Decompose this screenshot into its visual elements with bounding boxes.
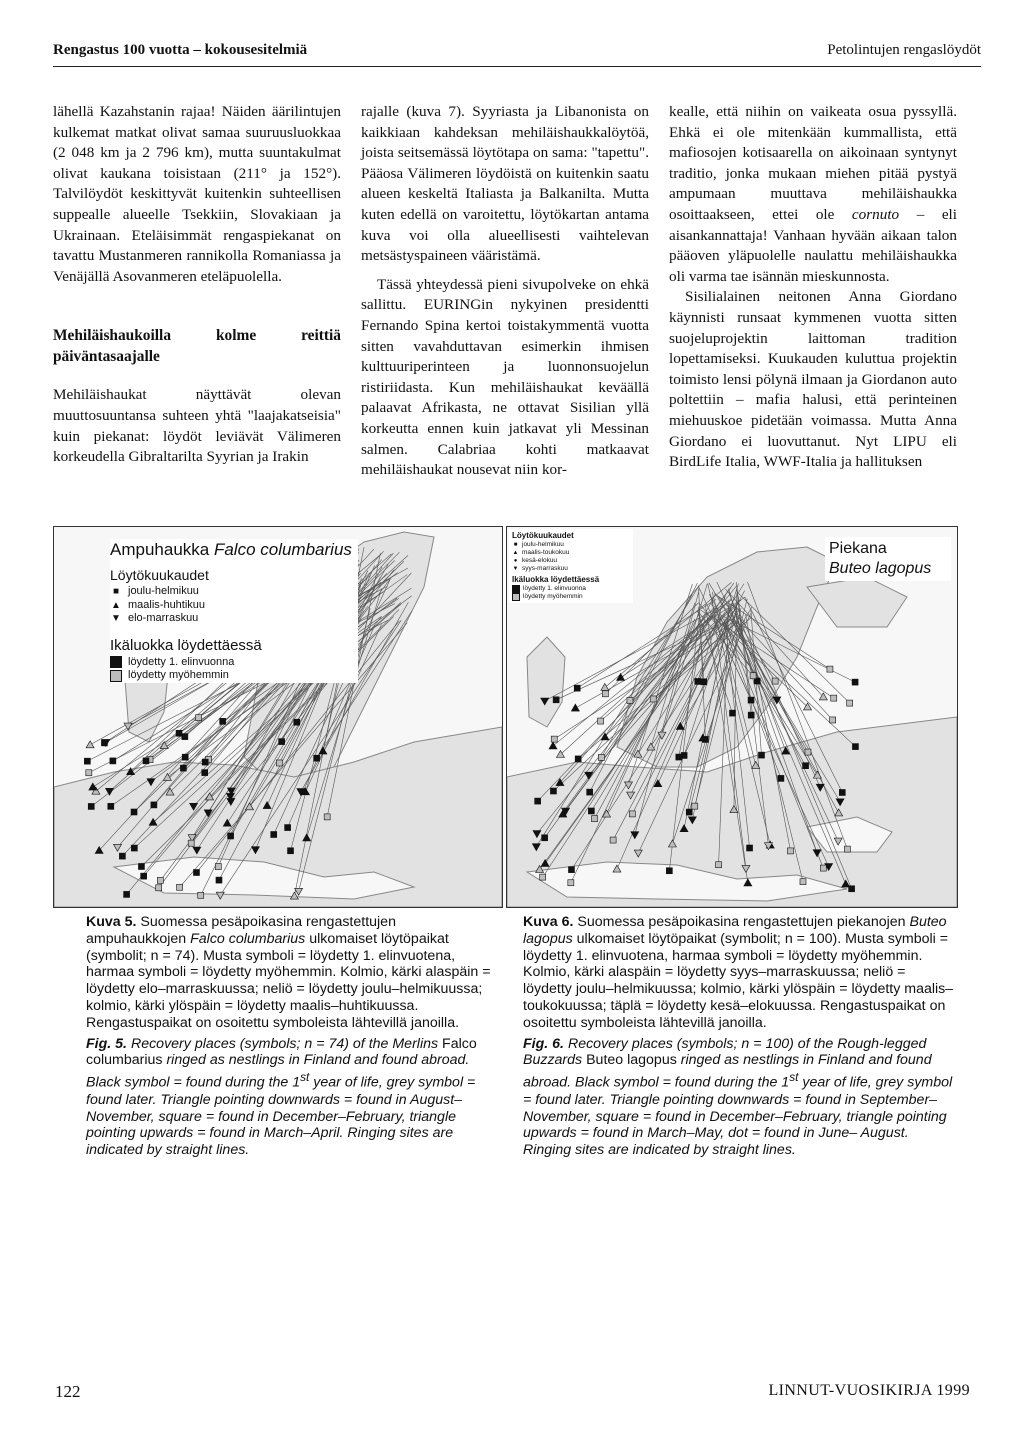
triangle-down-icon: ▼ <box>111 613 121 624</box>
paragraph: Mehiläishaukat näyttävät olevan muuttosuuntansa suhteen yhtä "laajakatseisia" kuin piekanat: löydöt leviävät Välimeren korkeudella Gibraltarilta Syyrian ja Irakin <box>53 386 341 466</box>
caption-english <box>86 1036 500 1159</box>
legend-section-months: Löytökuukaudet <box>512 531 574 540</box>
caption-text: year of life, grey symbol = found later. Triangle pointing downwards = found in September–November, square = found in December–February, triangle pointing upwards = found in March–May, dot = found in June– August. Ringing sites are indicated by straight lines. <box>523 1074 953 1159</box>
recovery-symbol <box>839 789 845 795</box>
figure-5-caption <box>86 914 500 1163</box>
triangle-up-icon: ▲ <box>512 550 519 556</box>
map-legend <box>509 529 633 603</box>
recovery-symbol <box>131 845 137 851</box>
square-symbol-icon: ■ <box>513 542 518 548</box>
caption-text: ulkomaiset löytöpaikat (symbolit; n = 74). Musta symboli = löydetty 1. elinvuotena, harmaa symboli = löydetty myöhemmin. Kolmio, kärki alaspäin = löydetty elo–marraskuussa; neliö = löydetty joulu–helmikuussa; kolmio, kärki ylöspäin = löydetty maalis–huhtikuussa. Rengastuspaikat on osoitettu symboleista lähtevillä janoilla. <box>86 930 491 1031</box>
legend-row <box>512 541 630 549</box>
recovery-symbol <box>276 760 282 766</box>
legend-section-age: Ikäluokka löydettäessä <box>512 575 600 584</box>
recovery-symbol <box>550 788 556 794</box>
grey-swatch-icon <box>110 670 122 682</box>
recovery-symbol <box>852 679 858 685</box>
paragraph: lähellä Kazahstanin rajaa! Näiden äärilintujen kulkemat matkat olivat samaa suuruusluokkaa (2 048 km ja 2 796 km), mutta suuntakulmat olivat kaukana toisistaan (211° ja 152°). Talvilöydöt keskittyvät kuitenkin suhteellisen suppealle alueelle Tsekkiin, Slovakiaan ja Ukrainaan. Eteläisimmät rengaspiekanat on tavattu Mustanmeren rannikolla Romaniassa ja Venäjällä Asovanmeren eteläpuolella. <box>53 103 341 285</box>
recovery-symbol <box>182 734 188 740</box>
triangle-up-icon: ▲ <box>111 599 121 611</box>
recovery-symbol <box>151 802 157 808</box>
legend-section-months: Löytökuukaudet <box>110 567 209 583</box>
recovery-symbol <box>803 763 809 769</box>
recovery-symbol <box>84 758 90 764</box>
header-section: Petolintujen rengaslöydöt <box>827 42 981 58</box>
legend-row <box>110 599 358 613</box>
caption-label: Kuva 6. <box>523 914 574 930</box>
recovery-symbol <box>215 864 221 870</box>
recovery-symbol <box>730 710 736 716</box>
recovery-symbol <box>602 691 608 697</box>
map-buzzard-recoveries <box>506 526 958 908</box>
recovery-symbol <box>143 758 149 764</box>
caption-text: ringed as nestlings in Finland and found abroad. Black symbol = found during the 1 <box>523 1052 932 1091</box>
caption-text: Suomessa pesäpoikasina rengastettujen ampuhaukkojen <box>86 914 396 947</box>
legend-label: löydetty 1. elinvuonna <box>523 585 586 592</box>
italic-word: cornuto <box>851 205 900 223</box>
recovery-symbol <box>202 770 208 776</box>
species-latin-name <box>829 559 947 579</box>
map-legend <box>110 539 358 683</box>
recovery-symbol <box>666 868 672 874</box>
recovery-symbol <box>160 742 168 749</box>
legend-label: löydetty myöhemmin <box>523 593 583 600</box>
recovery-symbol <box>852 744 858 750</box>
recovery-symbol <box>574 685 580 691</box>
recovery-symbol <box>540 874 546 880</box>
recovery-symbol <box>228 833 234 839</box>
recovery-symbol <box>772 678 778 684</box>
legend-row <box>512 585 630 593</box>
recovery-symbol <box>571 704 579 711</box>
recovery-symbol <box>716 862 722 868</box>
recovery-symbol <box>288 848 294 854</box>
superscript: st <box>300 1070 310 1085</box>
caption-text: ringed as nestlings in Finland and found abroad. Black symbol = found during the 1 <box>86 1052 470 1091</box>
legend-label: joulu-helmikuu <box>522 541 564 548</box>
recovery-symbol <box>542 835 548 841</box>
recovery-symbol <box>650 696 656 702</box>
recovery-symbol <box>591 816 597 822</box>
recovery-symbol <box>202 759 208 765</box>
legend-row <box>110 612 358 626</box>
recovery-symbol <box>805 749 811 755</box>
latin-text: Buteo lagopus <box>829 560 932 577</box>
legend-row <box>512 549 630 557</box>
recovery-symbol <box>271 832 277 838</box>
recovery-symbol <box>750 673 756 679</box>
text-column-2 <box>361 102 649 481</box>
dot-symbol-icon: ● <box>513 558 518 564</box>
caption-label: Kuva 5. <box>86 914 137 930</box>
caption-label: Fig. 6. <box>523 1035 564 1052</box>
recovery-symbol <box>196 715 202 721</box>
recovery-symbol <box>294 719 300 725</box>
legend-label: elo-marraskuu <box>128 612 199 624</box>
recovery-symbol <box>587 789 593 795</box>
legend-row <box>110 669 358 683</box>
caption-latin: Falco columbarius <box>86 1035 477 1069</box>
recovery-symbol <box>598 754 604 760</box>
recovery-symbol <box>748 712 754 718</box>
caption-label: Fig. 5. <box>86 1035 127 1052</box>
recovery-symbol <box>110 758 116 764</box>
recovery-symbol <box>124 891 130 897</box>
recovery-symbol <box>535 798 541 804</box>
journal-name: LINNUT-VUOSIKIRJA 1999 <box>768 1382 970 1399</box>
recovery-symbol <box>314 755 320 761</box>
caption-finnish <box>86 914 500 1032</box>
recovery-symbol <box>180 765 186 771</box>
recovery-symbol <box>695 678 701 684</box>
caption-text: Recovery places (symbols; n = 100) of the Rough-legged Buzzards <box>523 1035 927 1069</box>
caption-latin: Falco columbarius <box>190 930 306 947</box>
text: – eli aisankannattaja! Vanhaan hyvään aikaan talon pääoven yläpuolelle naulattu mehiläishaukka oli varma tae isännän mieskunnosta. <box>669 205 957 285</box>
text-column-3 <box>669 102 957 473</box>
black-swatch-icon <box>512 585 520 593</box>
title-text: Ampuhaukka <box>110 540 214 559</box>
legend-row <box>110 656 358 670</box>
superscript: st <box>789 1070 799 1085</box>
title-latin: Falco columbarius <box>213 540 352 559</box>
recovery-symbol <box>141 873 147 879</box>
recovery-symbol <box>157 877 163 883</box>
recovery-symbol <box>176 730 182 736</box>
caption-finnish <box>523 914 957 1032</box>
recovery-symbol <box>800 879 806 885</box>
legend-label: maalis-toukokuu <box>522 549 570 556</box>
recovery-symbol <box>193 870 199 876</box>
recovery-symbol <box>551 736 557 742</box>
recovery-symbol <box>575 756 581 762</box>
recovery-symbol <box>568 880 574 886</box>
legend-section-age: Ikäluokka löydettäessä <box>110 636 262 654</box>
recovery-symbol <box>188 840 194 846</box>
recovery-symbol <box>588 808 594 814</box>
recovery-symbol <box>598 718 604 724</box>
recovery-symbol <box>101 740 107 746</box>
caption-text: Recovery places (symbols; n = 74) of the Merlins <box>130 1035 439 1052</box>
map-species-label <box>825 537 951 581</box>
text: kealle, että niihin on vaikeata osua pyssyllä. Ehkä ei ole mitenkään kummallista, että mafiosojen kotisaarella on aikoinaan syntynyt traditio, jonka mukaan miehen pitää pystyä ampumaan muuttava mehiläishaukka osoittaakseen, ettei ole <box>669 103 957 223</box>
recovery-symbol <box>758 752 764 758</box>
recovery-symbol <box>156 885 162 891</box>
recovery-symbol <box>86 770 92 776</box>
recovery-symbol <box>568 867 574 873</box>
text-column-1 <box>53 102 341 468</box>
paragraph: Tässä yhteydessä pieni sivupolveke on ehkä sallittu. EURINGin nykyinen presidentti Fernando Spina kertoi toistakymmentä vuotta sitten vavahduttavan esimerkin ihmisen kulttuuriperinteen ja luonnonsuojelun ristiriidasta. Kun mehiläishaukat keväällä palaavat Afrikasta, ne ottavat Sisilian yllä korkeutta ennen kuin jatkavat yli Messinan salmen. Calabriaa kohti matkaavat mehiläishaukat nousevat niin kor- <box>361 275 649 479</box>
figure-6-caption <box>523 914 957 1163</box>
recovery-symbol <box>553 697 559 703</box>
map-merlin-recoveries <box>53 526 503 908</box>
recovery-symbol <box>831 695 837 701</box>
recovery-symbol <box>830 717 836 723</box>
recovery-symbol <box>216 877 222 883</box>
caption-text: Suomessa pesäpoikasina rengastettujen piekanojen <box>577 914 906 930</box>
recovery-symbol <box>108 803 114 809</box>
recovery-symbol <box>324 814 330 820</box>
caption-latin: Buteo lagopus <box>523 914 947 947</box>
page-number: 122 <box>55 1382 81 1401</box>
recovery-symbol <box>177 884 183 890</box>
recovery-symbol <box>86 741 94 748</box>
recovery-symbol <box>701 679 707 685</box>
recovery-symbol <box>844 846 850 852</box>
running-header <box>53 40 981 67</box>
recovery-symbol <box>285 825 291 831</box>
recovery-symbol <box>549 742 557 749</box>
recovery-symbol <box>676 754 682 760</box>
square-symbol-icon: ■ <box>112 586 120 597</box>
recovery-symbol <box>787 848 793 854</box>
recovery-symbol <box>610 837 616 843</box>
legend-row <box>512 565 630 573</box>
legend-label: maalis-huhtikuu <box>128 598 206 611</box>
recovery-symbol <box>601 684 609 691</box>
recovery-symbol <box>182 754 188 760</box>
recovery-symbol <box>748 697 754 703</box>
black-swatch-icon <box>110 656 122 668</box>
recovery-symbol <box>778 775 784 781</box>
map-title <box>110 539 358 561</box>
caption-latin: Buteo lagopus <box>586 1052 677 1069</box>
recovery-symbol <box>847 700 853 706</box>
recovery-symbol <box>629 811 635 817</box>
paragraph: rajalle (kuva 7). Syyriasta ja Libanonista on kaikkiaan kahdeksan mehiläishaukkalöytöä, joista seitsemässä löytötapa on sama: "tapettu". Pääosa Välimeren löydöistä on kuitenkin saatu alueen keskeltä Italiasta ja Balkanilta. Mutta kuten edellä on varoitettu, löytökartan antama kuva voi olla alueellisesti vaihtelevan metsästyspaineen vääristämä. <box>361 103 649 265</box>
legend-label: löydetty myöhemmin <box>128 669 229 681</box>
grey-swatch-icon <box>512 593 520 601</box>
recovery-symbol <box>198 892 204 898</box>
recovery-symbol <box>220 718 226 724</box>
legend-row <box>512 557 630 565</box>
land-britain <box>527 637 565 727</box>
species-common-name: Piekana <box>829 540 887 557</box>
paragraph: Sisilialainen neitonen Anna Giordano käynnisti runsaat kymmenen vuotta sitten suojeluprojektin laittoman tradition lopettamiseksi. Kuukauden kuluttua projektin toimisto lensi pölynä ilmaan ja Giordanon auto poltettiin – mafia halusi, että perinteinen miehuuskoe pidetään voimassa. Mutta Anna Giordano ei luovuttanut. Nyt LIPU eli BirdLife Italia, WWF-Italia ja hallituksen <box>669 288 957 471</box>
recovery-symbol <box>119 853 125 859</box>
header-title: Rengastus 100 vuotta – kokousesitelmiä <box>53 42 308 58</box>
legend-row <box>512 593 630 601</box>
legend-label: syys-marraskuu <box>522 565 568 572</box>
legend-label: löydetty 1. elinvuonna <box>128 655 235 668</box>
legend-label: joulu-helmikuu <box>128 585 199 597</box>
recovery-symbol <box>131 809 137 815</box>
recovery-symbol <box>827 666 833 672</box>
recovery-symbol <box>747 845 753 851</box>
recovery-symbol <box>627 697 633 703</box>
legend-label: kesä-elokuu <box>522 557 558 564</box>
triangle-down-icon: ▼ <box>512 566 519 572</box>
recovery-symbol <box>279 739 285 745</box>
paragraph <box>669 102 957 287</box>
recovery-symbol <box>138 863 144 869</box>
caption-text: year of life, grey symbol = found later. Triangle pointing downwards = found in August–November, square = found in December–February, triangle pointing upwards = found in March–April. Ringing sites are indicated by straight lines. <box>86 1074 476 1159</box>
caption-text: ulkomaiset löytöpaikat (symbolit; n = 100). Musta symboli = löydetty 1. elinvuotena, harmaa symboli = löydetty myöhemmin. Kolmio, kärki alaspäin = löydetty syys–marraskuussa; neliö = löydetty joulu–helmikuussa; kolmio, kärki ylöspäin = löydetty maalis–toukokuussa; täplä = löydetty kesä–elokuussa. Rengastuspaikat on osoitettu symboleista lähtevillä janoilla. <box>523 930 954 1031</box>
section-heading: Mehiläishaukoilla kolme reittiä päiväntasaajalle <box>53 327 341 366</box>
land-kola <box>807 577 907 627</box>
recovery-symbol <box>686 809 692 815</box>
recovery-symbol <box>88 803 94 809</box>
recovery-symbol <box>692 803 698 809</box>
recovery-symbol <box>820 865 826 871</box>
caption-english <box>523 1036 957 1159</box>
legend-row <box>110 585 358 599</box>
